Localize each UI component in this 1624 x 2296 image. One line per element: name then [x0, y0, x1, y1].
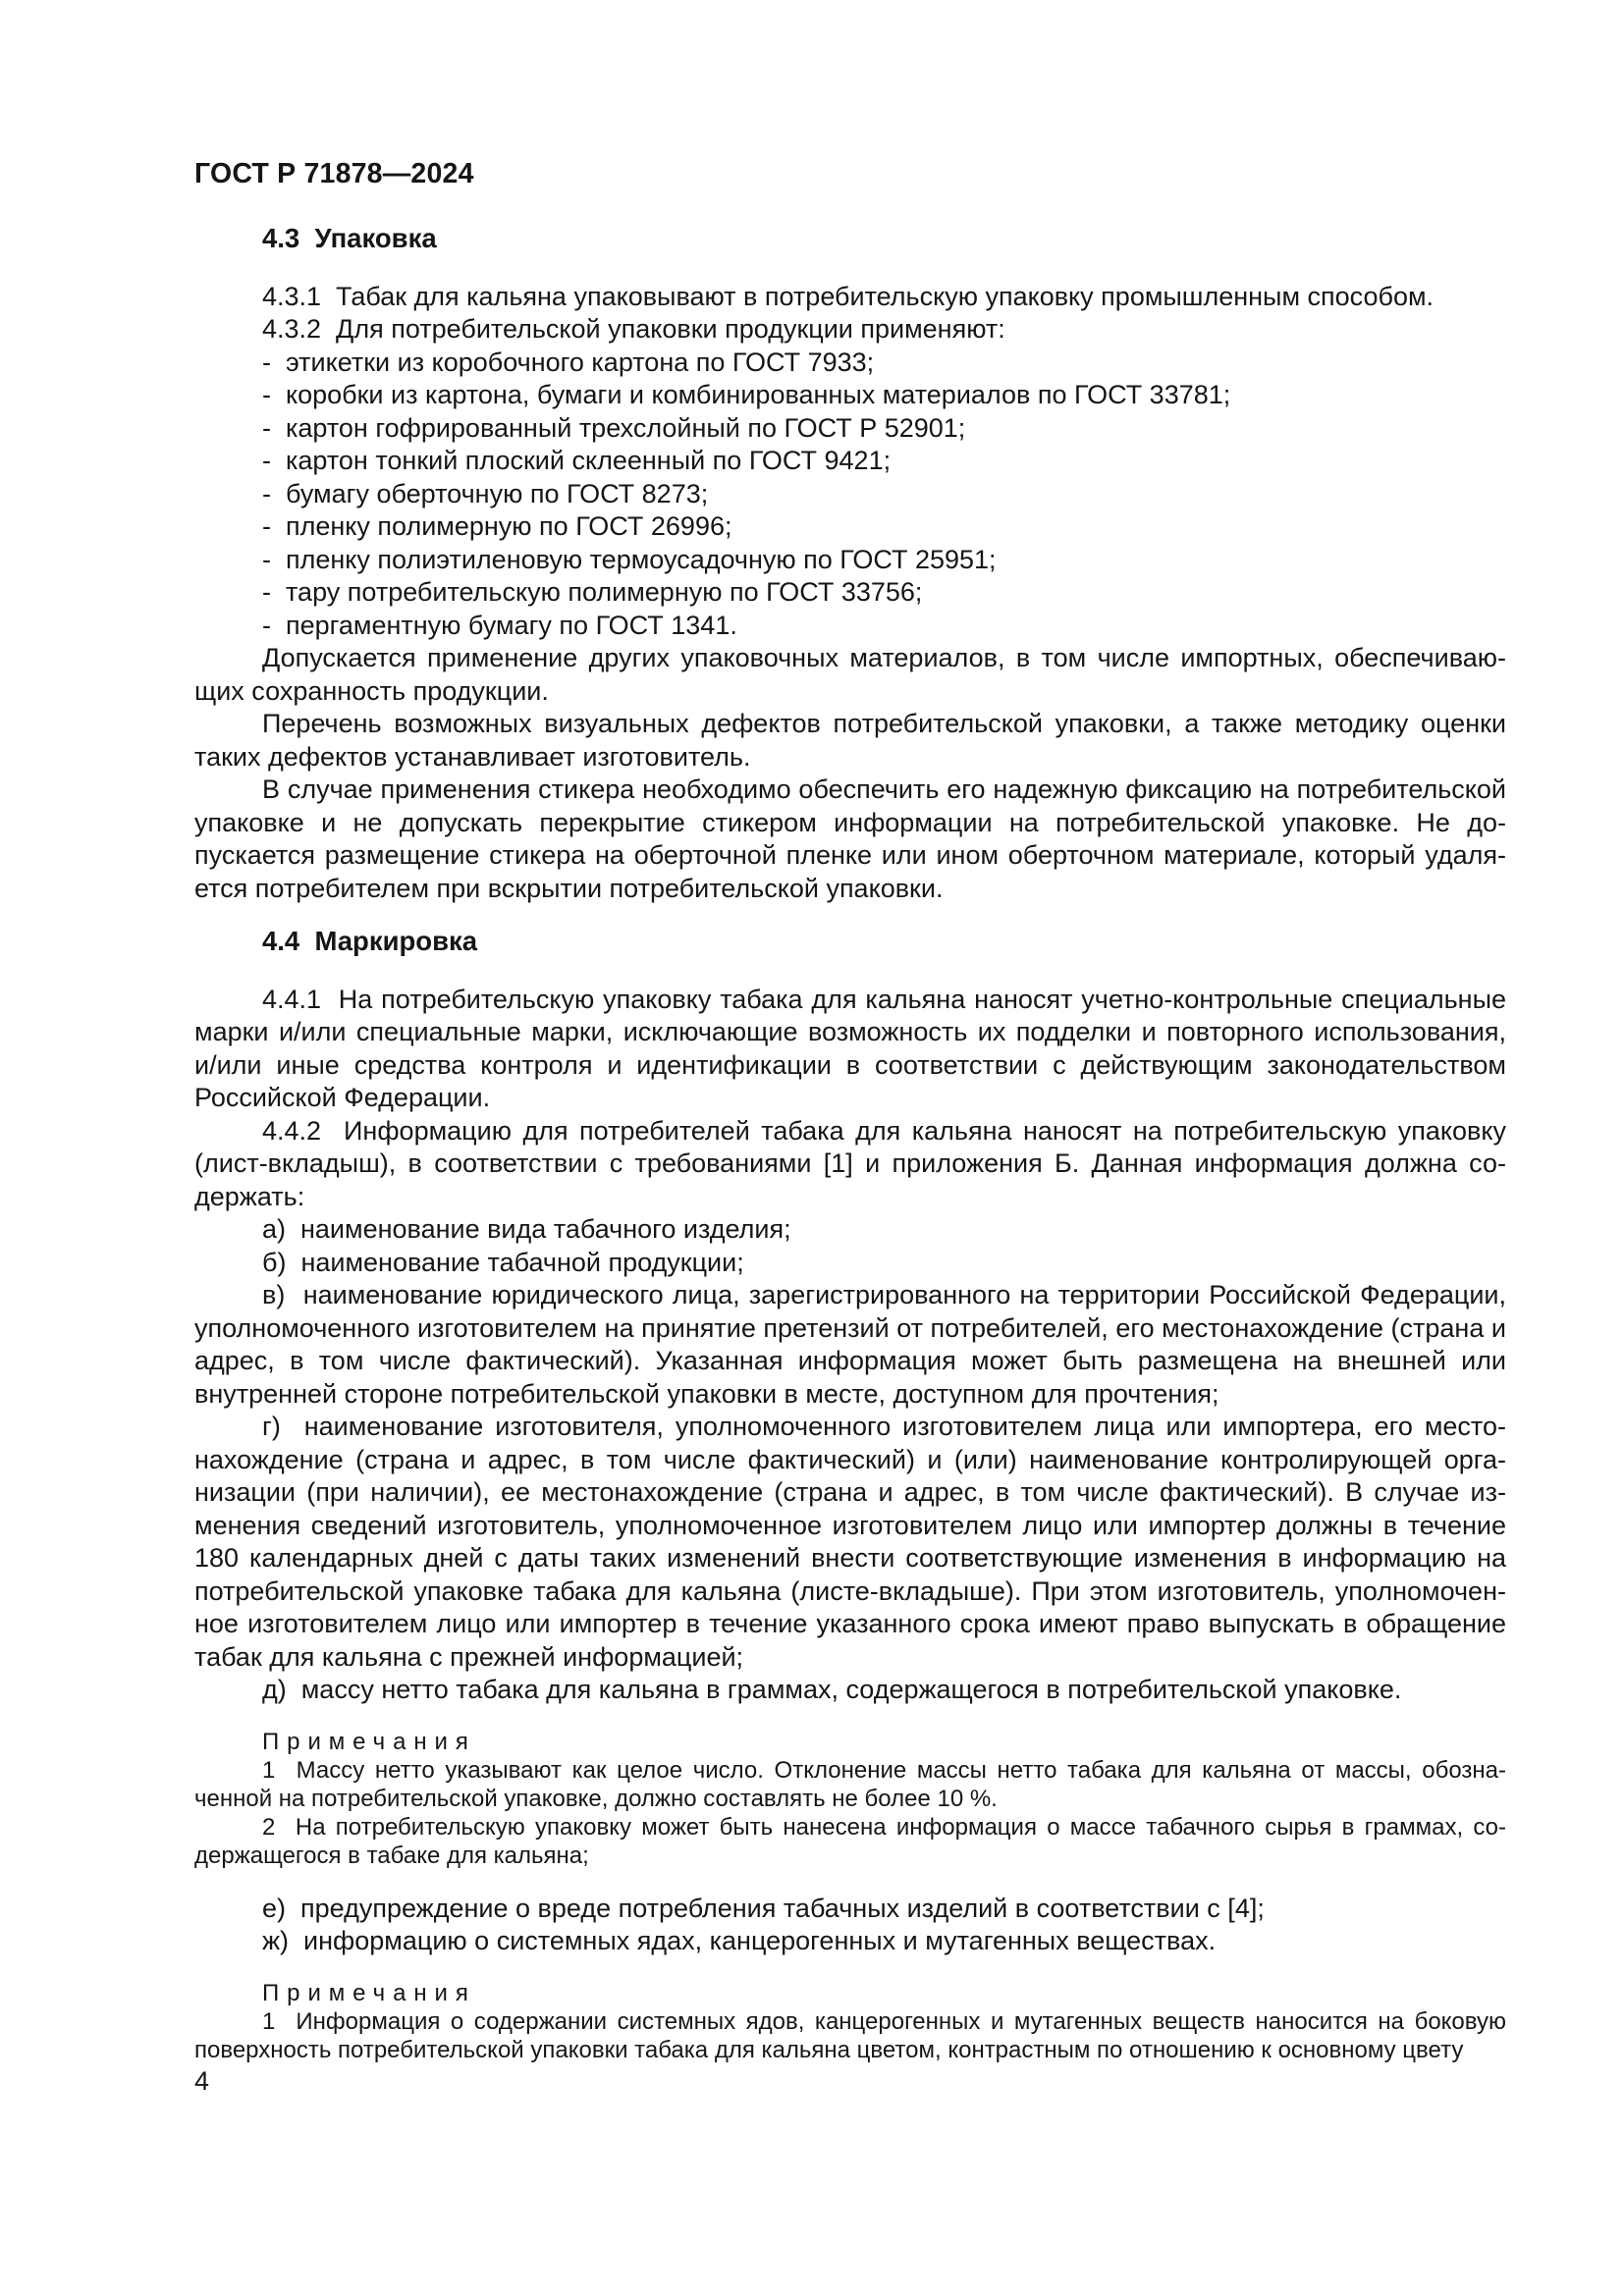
- notes-label: Примечания: [262, 1979, 476, 2006]
- notes-label: Примечания: [262, 1728, 476, 1755]
- standard-code: ГОСТ Р 71878—2024: [194, 158, 474, 189]
- paragraph: - тару потребительскую полимерную по ГОСТ 33756;: [262, 577, 923, 607]
- paragraph: В случае применения стикера необходимо обеспечить его надежную фиксацию на потребительской упаковке и не допускать перекрытие стикером информации на потребительской упаковке. Не допускается размещение стикера на оберточной пленке или ином оберточном материале, который удаляется потребителем при вскрытии потребительской упаковки.: [194, 774, 1506, 903]
- paragraph: - коробки из картона, бумаги и комбинированных материалов по ГОСТ 33781;: [262, 380, 1231, 409]
- paragraph: - пленку полиэтиленовую термоусадочную по ГОСТ 25951;: [262, 544, 997, 574]
- section-heading: 4.4 Маркировка: [262, 926, 478, 956]
- paragraph: - бумагу оберточную по ГОСТ 8273;: [262, 478, 709, 508]
- paragraph: - этикетки из коробочного картона по ГОСТ 7933;: [262, 347, 875, 377]
- note-paragraph: 1 Массу нетто указывают как целое число. Отклонение массы нетто табака для кальяна от массы, обозначенной на потребительской упаковке, должно составлять не более 10 %.: [194, 1756, 1506, 1812]
- paragraph: Перечень возможных визуальных дефектов потребительской упаковки, а также методику оценки таких дефектов устанавливает изготовитель.: [194, 709, 1506, 772]
- paragraph: 4.4.1 На потребительскую упаковку табака для кальяна наносят учетно-контрольные специальные марки и/или специальные марки, исключающие возможность их подделки и повторного использования, и/или иные средства контроля и идентификации в соответствии с действующим законодательством Российской Федерации.: [194, 984, 1506, 1112]
- paragraph: 4.4.2 Информацию для потребителей табака для кальяна наносят на потребительскую упаковку (лист-вкладыш), в соответствии с требованиями [1] и приложения Б. Данная информация должна содержать:: [194, 1115, 1506, 1211]
- paragraph: а) наименование вида табачного изделия;: [262, 1214, 791, 1244]
- page-number: 4: [194, 2066, 210, 2096]
- paragraph: в) наименование юридического лица, зарегистрированного на территории Российской Федерации, уполномоченного изготовителем на принятие претензий от потребителей, его местонахождение (страна и адрес, в том числе фактический). Указанная информация может быть размещена на внешней или внутренней стороне потребительской упаковки в месте, доступном для прочтения;: [194, 1280, 1506, 1409]
- paragraph: 4.3.2 Для потребительской упаковки продукции применяют:: [262, 314, 1005, 344]
- paragraph: Допускается применение других упаковочных материалов, в том числе импортных, обеспечивающих сохранность продукции.: [194, 643, 1506, 706]
- paragraph: ж) информацию о системных ядах, канцерогенных и мутагенных веществах.: [262, 1926, 1217, 1955]
- paragraph: е) предупреждение о вреде потребления табачных изделий в соответствии с [4];: [262, 1893, 1265, 1923]
- paragraph: - пленку полимерную по ГОСТ 26996;: [262, 511, 732, 541]
- document-body: [194, 222, 1506, 2064]
- paragraph: - картон тонкий плоский склеенный по ГОСТ 9421;: [262, 446, 892, 475]
- paragraph: - картон гофрированный трехслойный по ГОСТ Р 52901;: [262, 412, 966, 443]
- paragraph: 4.3.1 Табак для кальяна упаковывают в потребительскую упаковку промышленным способом.: [262, 281, 1435, 311]
- paragraph: д) массу нетто табака для кальяна в граммах, содержащегося в потребительской упаковке.: [262, 1675, 1402, 1704]
- note-paragraph: 2 На потребительскую упаковку может быть нанесена информация о массе табачного сырья в граммах, содержащегося в табаке для кальяна;: [194, 1813, 1506, 1869]
- note-paragraph: 1 Информация о содержании системных ядов, канцерогенных и мутагенных веществ наносится на боковую поверхность потребительской упаковки табака для кальяна цветом, контрастным по отношению к основному цвету: [194, 2007, 1506, 2063]
- section-heading: 4.3 Упаковка: [262, 223, 437, 253]
- paragraph: г) наименование изготовителя, уполномоченного изготовителем лица или импортера, его местонахождение (страна и адрес, в том числе фактический) и (или) наименование контролирующей организации (при наличии), ее местонахождение (страна и адрес, в том числе фактический). В случае изменения сведений изготовитель, уполномоченное изготовителем лицо или импортер должны в течение 180 календарных дней с даты таких изменений внести соответствующие изменения в информацию на потребительской упаковке табака для кальяна (листе-вкладыше). При этом изготовитель, уполномоченное изготовителем лицо или импортер в течение указанного срока имеют право выпускать в обращение табак для кальяна с прежней информацией;: [194, 1412, 1506, 1672]
- paragraph: - пергаментную бумагу по ГОСТ 1341.: [262, 610, 737, 640]
- paragraph: б) наименование табачной продукции;: [262, 1247, 744, 1277]
